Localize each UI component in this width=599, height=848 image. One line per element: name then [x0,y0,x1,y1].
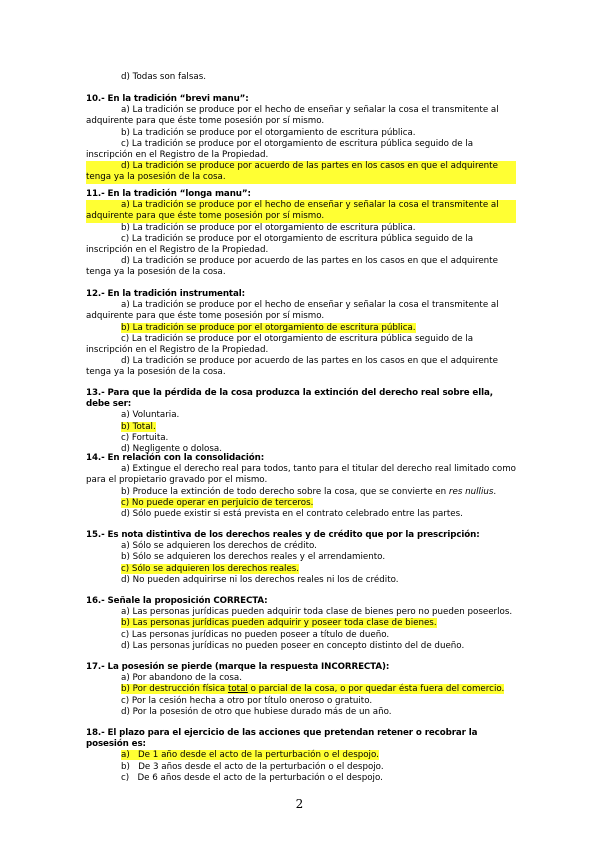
option-d: d) La tradición se produce por acuerdo de las partes en los casos en que el adquirente tenga ya la posesión de la cosa. [86,356,498,378]
option-d: d) La tradición se produce por acuerdo de las partes en los casos en que el adquirente tenga ya la posesión de la cosa. [86,256,498,278]
option-c-wrap [86,564,516,575]
option-b-latin-term: res nullius [448,486,494,497]
option-b-text: b) Por destrucción física [121,684,228,695]
option-d: d) Las personas jurídicas no pueden poseer en concepto distinto del de dueño. [121,640,465,651]
option-a: a) Voluntaria. [121,410,180,421]
option-c-wrap [86,498,516,509]
question-title: 13.- Para que la pérdida de la cosa produzca la extinción del derecho real sobre ella, debe ser: [86,388,493,410]
option-b: b) La tradición se produce por el otorgamiento de escritura pública. [121,222,416,233]
option-a: a) La tradición se produce por el hecho de enseñar y señalar la cosa el transmitente al adquirente para que éste tome posesión por sí mismo. [86,105,499,127]
option-b-wrap [86,684,516,695]
option-c: c) De 6 años desde el acto de la perturbación o el despojo. [121,772,383,783]
option-b-text: b) Produce la extinción de todo derecho sobre la cosa, que se convierte en [121,486,449,497]
option-b-wrap [86,422,516,433]
question-title: 16.- Señale la proposición CORRECTA: [86,596,268,606]
option-c: c) La tradición se produce por el otorgamiento de escritura pública seguido de la inscripción en el Registro de la Propiedad. [86,233,474,256]
option-a: a) Las personas jurídicas pueden adquirir toda clase de bienes pero no pueden poseerlos. [121,607,513,618]
option-c: c) La tradición se produce por el otorgamiento de escritura pública seguido de la inscripción en el Registro de la Propiedad. [86,333,474,356]
option-b-selected: b) La tradición se produce por el otorgamiento de escritura pública. [121,322,416,333]
option-b [86,487,516,498]
option-a-selected: a) La tradición se produce por el hecho de enseñar y señalar la cosa el transmitente al adquirente para que éste tome posesión por sí mismo. [86,200,516,222]
option-b-wrap [86,618,516,629]
option-d: d) Sólo puede existir si está prevista en el contrato celebrado entre las partes. [121,509,463,520]
question-title: 17.- La posesión se pierde (marque la respuesta INCORRECTA): [86,662,390,672]
option-a: a) Extingue el derecho real para todos, tanto para el titular del derecho real limitado como para el propietario gravado por el mismo. [86,464,516,486]
option-c: c) Las personas jurídicas no pueden poseer a título de dueño. [121,629,390,640]
option-a: a) La tradición se produce por el hecho de enseñar y señalar la cosa el transmitente al adquirente para que éste tome posesión por sí mismo. [86,300,499,322]
option-b: b) La tradición se produce por el otorgamiento de escritura pública. [121,127,416,138]
option-d: d) Por la posesión de otro que hubiese durado más de un año. [121,706,392,717]
question-18 [86,728,516,784]
question-title: 12.- En la tradición instrumental: [86,289,245,299]
question-12 [86,289,516,379]
option-c-selected: c) No puede operar en perjuicio de terceros. [121,497,314,508]
option-d: d) Todas son falsas. [121,72,206,82]
question-title: 14.- En relación con la consolidación: [86,453,265,463]
option-b-selected: b) Total. [121,421,156,432]
option-b: b) De 3 años desde el acto de la perturbación o el despojo. [121,761,384,772]
option-d: d) Negligente o dolosa. [121,444,222,455]
option-c: c) La tradición se produce por el otorgamiento de escritura pública seguido de la inscripción en el Registro de la Propiedad. [86,138,474,161]
question-15 [86,530,516,586]
option-c-selected: c) Sólo se adquieren los derechos reales. [121,563,300,574]
option-a: a) Por abandono de la cosa. [121,673,242,684]
q9-tail [86,72,516,83]
question-10 [86,94,516,184]
question-title: 15.- Es nota distintiva de los derechos reales y de crédito que por la prescripción: [86,530,480,540]
option-a-selected: a) De 1 año desde el acto de la perturbación o el despojo. [121,750,379,761]
option-b: b) Sólo se adquieren los derechos reales y el arrendamiento. [121,552,386,563]
option-d: d) No pueden adquirirse ni los derechos reales ni los de crédito. [121,574,399,585]
question-11 [86,189,516,279]
question-title: 11.- En la tradición “longa manu”: [86,189,251,199]
question-title: 10.- En la tradición “brevi manu”: [86,94,249,104]
page-number: 2 [295,797,304,811]
option-b-selected: b) Las personas jurídicas pueden adquirir y poseer toda clase de bienes. [121,618,437,629]
option-d-selected: d) La tradición se produce por acuerdo de las partes en los casos en que el adquirente tenga ya la posesión de la cosa. [86,161,516,183]
question-title: 18.- El plazo para el ejercicio de las acciones que pretendan retener o recobrar la posesión es: [86,728,478,750]
option-b-wrap [86,323,516,334]
option-c: c) Por la cesión hecha a otro por título oneroso o gratuito. [121,695,373,706]
option-a: a) Sólo se adquieren los derechos de crédito. [121,541,317,552]
option-b-selected [121,684,504,694]
option-b-period: . [493,486,497,497]
option-c: c) Fortuita. [121,432,169,443]
question-14 [86,453,516,520]
question-13 [86,388,516,455]
question-17 [86,662,516,718]
option-b-rest: o parcial de la cosa, o por quedar ésta fuera del comercio. [247,684,505,695]
question-16 [86,596,516,652]
option-b-underlined-word: total [227,684,248,695]
option-a-wrap [86,750,516,761]
